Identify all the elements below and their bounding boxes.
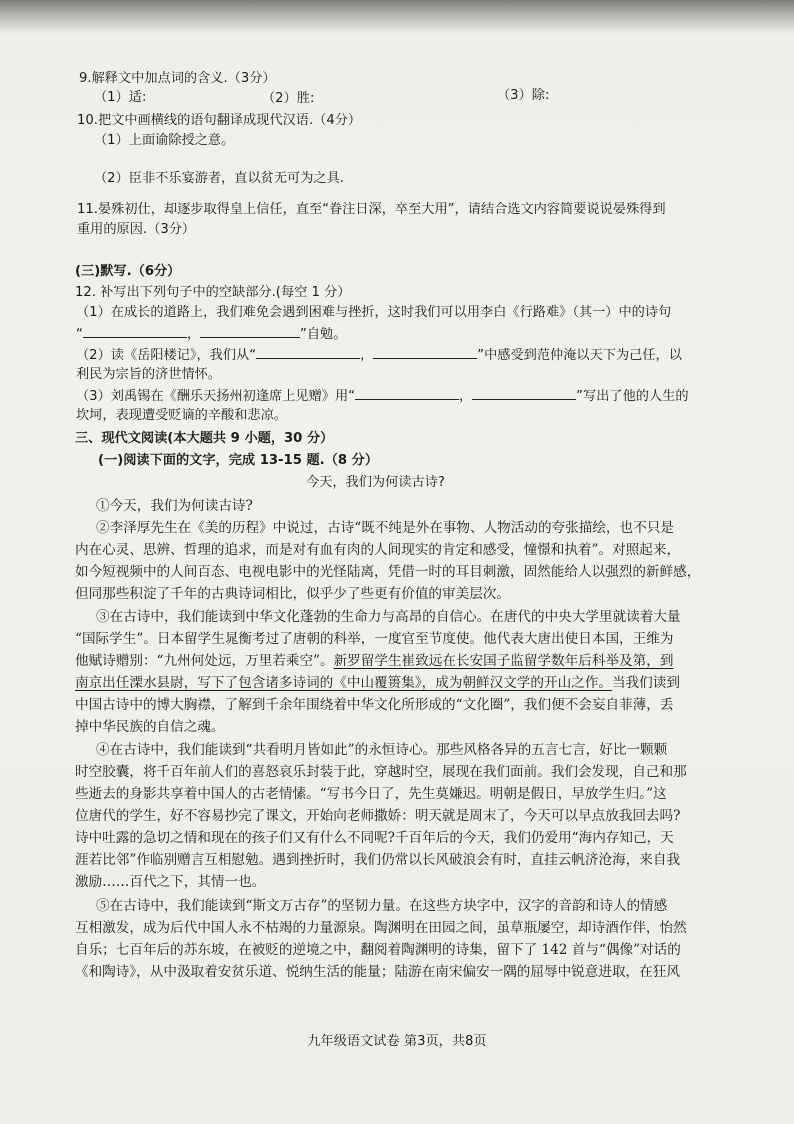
q12-item-3-post: ”写出了他的人生的	[576, 389, 689, 404]
page-footer: 九年级语文试卷 第3页，共8页	[307, 1034, 487, 1049]
article-p1: ①今天，我们为何读古诗?	[96, 498, 253, 514]
blank-5[interactable]	[355, 387, 459, 400]
blank-2[interactable]	[200, 325, 300, 338]
article-line: 内在心灵、思辨、哲理的追求，而是对有血有肉的人间现实的肯定和感受，憧憬和执着”。对照起来，	[75, 542, 681, 558]
comma: ，	[360, 348, 374, 363]
article-line: 如今短视频中的人间百态、电视电影中的光怪陆离，凭借一时的耳目刺激，固然能给人以强烈的新鲜感，	[75, 564, 701, 580]
q10-sentence-2: （2）臣非不乐宴游者，直以贫无可为之具.	[94, 171, 344, 186]
q12-item-2-pre: （2）读《岳阳楼记》，我们从“	[76, 348, 257, 363]
article-line: 激励……百代之下，其情一也。	[75, 874, 266, 890]
q10-title: 10.把文中画横线的语句翻译成现代汉语.（4分）	[77, 113, 362, 128]
q9-answer-2: （2）胜:	[262, 91, 315, 106]
article-line: ②李泽厚先生在《美的历程》中说过，古诗“既不纯是外在事物、人物活动的夸张描绘，也不只是	[96, 520, 674, 536]
q9-title: 9.解释文中加点词的含义.（3分）	[79, 71, 276, 86]
article-line: ④在古诗中，我们能读到“共看明月皆如此”的永恒诗心。那些风格各异的五言七言，好比一颗颗	[96, 742, 668, 758]
article-line: “国际学生”。日本留学生晁衡考过了唐朝的科举，一度官至节度使。他代表大唐出使日本国，王维为	[75, 631, 674, 647]
blank-6[interactable]	[472, 387, 576, 400]
article-line: 但同那些积淀了千年的古典诗词相比，似乎少了些更有价值的审美层次。	[75, 586, 510, 602]
article-line: 中国古诗中的博大胸襟，了解到千余年围绕着中华文化所形成的“文化圈”，我们便不会妄自菲薄，丢	[75, 697, 674, 713]
q12-item-1-line-1: （1）在成长的道路上，我们难免会遇到困难与挫折，这时我们可以用李白《行路难》（其一）中的诗句	[76, 305, 672, 320]
q12-item-2-line-2: 利民为宗旨的济世情怀。	[76, 367, 222, 382]
quote-close: ”自勉。	[300, 327, 347, 342]
article-line: ⑤在古诗中，我们能读到“斯文万古存”的坚韧力量。在这些方块字中，汉字的音韵和诗人的情感	[96, 898, 668, 914]
article-line: 些逝去的身影共享着中国人的古老情愫。“写书今日了，先生莫嫌迟。明朝是假日，早放学生归。”这	[75, 786, 667, 802]
comma: ，	[186, 327, 201, 342]
underlined-sentence: 南京出任溧水县尉，写下了包含诸多诗词的《中山覆篑集》，成为朝鲜汉文学的开山之作。	[75, 675, 612, 691]
article-text: 他赋诗赠别：“九州何处远，万里若乘空”。	[75, 653, 334, 669]
part3-sub1: (一)阅读下面的文字，完成 13-15 题.（8 分）	[98, 453, 379, 468]
q9-answer-1: （1）适:	[94, 90, 147, 105]
q9-answer-3: （3）除:	[497, 88, 550, 103]
article-line: 互相激发，成为后代中国人永不枯竭的力量源泉。陶渊明在田园之间，虽草瓶屡空，却诗酒作伴，怡然	[75, 920, 687, 936]
q12-item-3-line-2: 坎坷，表现遭受贬谪的辛酸和悲凉。	[76, 408, 287, 423]
q12-item-2-line-1	[76, 346, 682, 365]
q12-item-3-pre: （3）刘禹锡在《酬乐天扬州初逢席上见赠》用“	[76, 389, 355, 404]
blank-3[interactable]	[256, 346, 360, 359]
article-line: 自乐；七百年后的苏东坡，在被贬的逆境之中，翻阅着陶渊明的诗集，留下了 142 首与“偶像”对话的	[75, 942, 681, 958]
underlined-sentence: 新罗留学生崔致远在长安国子监留学数年后科举及第，到	[333, 653, 674, 669]
article-line: 《和陶诗》，从中汲取着安贫乐道、悦纳生活的能量；陆游在南宋偏安一隅的屈辱中锐意进取，在狂风	[75, 964, 680, 980]
blank-1[interactable]	[83, 325, 187, 338]
article-line	[75, 674, 680, 692]
article-line	[75, 652, 673, 670]
q11-line-2: 重用的原因.（3分）	[77, 222, 196, 237]
q12-item-2-post: ”中感受到范仲淹以天下为己任，以	[477, 348, 682, 363]
article-line: 诗中吐露的急切之情和现在的孩子们又有什么不同呢?千百年后的今天，我们仍爱用“海内存知己，天	[75, 830, 674, 846]
comma: ，	[458, 389, 473, 404]
article-line: ③在古诗中，我们能读到中华文化蓬勃的生命力与高昂的自信心。在唐代的中央大学里就读着大量	[96, 609, 681, 625]
article-line: 位唐代的学生，好不容易抄完了课文，开始向老师撒娇：明天就是周末了，今天可以早点放我回去吗?	[75, 808, 681, 824]
blank-4[interactable]	[373, 346, 477, 359]
q10-sentence-1: （1）上面谕除授之意。	[94, 133, 235, 148]
article-title: 今天，我们为何读古诗?	[306, 475, 445, 490]
quote-open: “	[76, 327, 83, 342]
scan-shadow	[0, 0, 794, 34]
article-text: 当我们读到	[611, 675, 680, 691]
q12-title: 12. 补写出下列句子中的空缺部分.(每空 1 分）	[75, 285, 351, 300]
article-line: 涯若比邻”作临别赠言互相慰勉。遇到挫折时，我们仍常以长风破浪会有时，直挂云帆济沧海，来自我	[75, 852, 681, 868]
q12-item-1-line-2	[76, 325, 346, 344]
q12-item-3-line-1	[76, 387, 689, 406]
part3-title: 三、现代文阅读(本大题共 9 小题，30 分）	[75, 431, 334, 446]
article-line: 掉中华民族的自信之魂。	[75, 719, 225, 735]
article-line: 时空胶囊，将千百年前人们的喜怒哀乐封装于此，穿越时空，展现在我们面前。我们会发现，自己和那	[75, 764, 687, 780]
sec3-title: (三)默写.（6分）	[75, 264, 181, 279]
q11-line-1: 11.晏殊初仕，却逐步取得皇上信任，直至“眷注日深，卒至大用”，请结合选文内容简要说说晏殊得到	[77, 202, 666, 217]
